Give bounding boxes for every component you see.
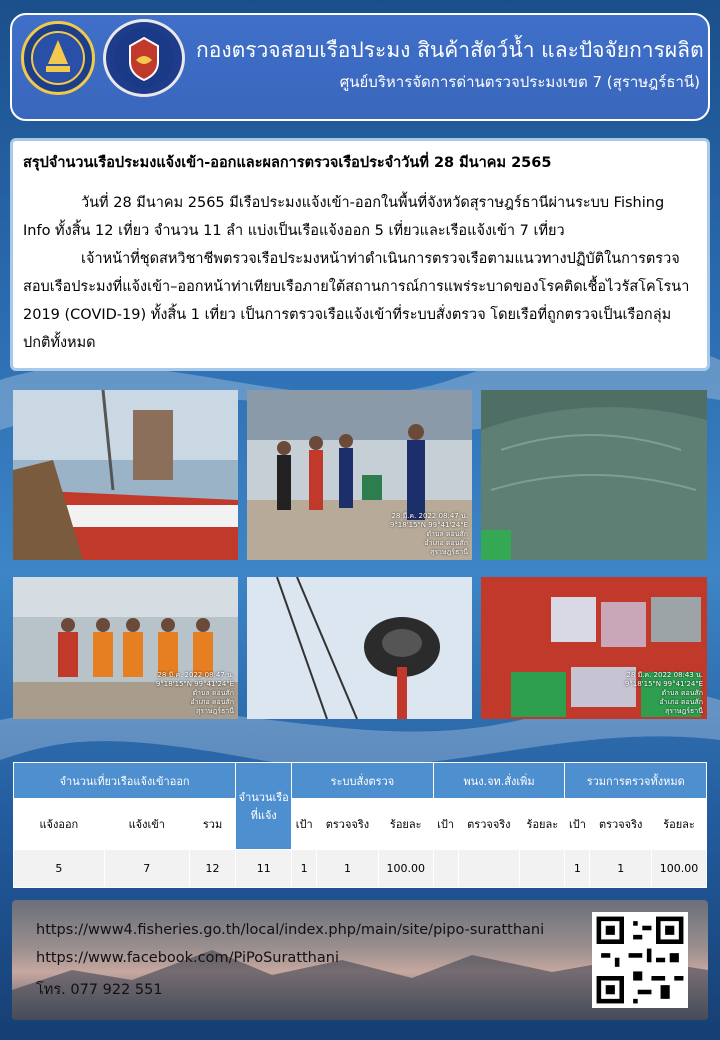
sub-total-actual: ตรวจจริง: [590, 799, 652, 850]
cell-out: 5: [14, 850, 105, 888]
photo-stamp: 28 มี.ค. 2022 08:43 น. 9°18'15"N 99°41'24"E ตำบล ดอนสัก อำเภอ ดอนสัก สุราษฎร์ธานี: [624, 671, 703, 715]
sub-sys-target: เป้า: [292, 799, 317, 850]
table-row: [14, 850, 707, 888]
sub-extra-percent: ร้อยละ: [520, 799, 565, 850]
contact-footer: [12, 900, 708, 1020]
cell-sys-percent: 100.00: [378, 850, 433, 888]
page-title: กองตรวจสอบเรือประมง สินค้าสัตว์น้ำ และปัจจัยการผลิต: [196, 38, 704, 62]
cell-total-percent: 100.00: [652, 850, 707, 888]
summary-paragraph-2: เจ้าหน้าที่ชุดสหวิชาชีพตรวจเรือประมงหน้าท่าดำเนินการตรวจเรือตามแนวทางปฏิบัติในการตรวจสอบเรือประมงที่แจ้งเข้า–ออกหน้าท่าเทียบเรือภายใต้สถานการณ์การแพร่ระบาดของโรคติดเชื้อไวรัสโคโรนา 2019 (COVID-19) ทั้งสิ้น 1 เที่ยว เป็นการตรวจเรือแจ้งเข้าที่ระบบสั่งตรวจ โดยเรือที่ถูกตรวจเป็นเรือกลุ่มปกติทั้งหมด: [23, 251, 690, 351]
sub-total-percent: ร้อยละ: [652, 799, 707, 850]
sub-out: แจ้งออก: [14, 799, 105, 850]
photo-boat-hull: [13, 390, 238, 560]
summary-box: [10, 138, 710, 371]
cell-sys-actual: 1: [317, 850, 379, 888]
cell-sum: 12: [189, 850, 235, 888]
website-link[interactable]: https://www4.fisheries.go.th/local/index.php/main/site/pipo-suratthani: [36, 922, 545, 938]
photo-catch-baskets: [481, 577, 707, 719]
photo-boat-light: [247, 577, 472, 719]
cell-sys-target: 1: [292, 850, 317, 888]
cell-total-target: 1: [565, 850, 590, 888]
sub-sys-actual: ตรวจจริง: [317, 799, 379, 850]
cell-extra-percent: [520, 850, 565, 888]
cell-extra-actual: [458, 850, 520, 888]
phone-number: โทร. 077 922 551: [36, 982, 163, 998]
cell-boats: 11: [236, 850, 292, 888]
dof-logo: [21, 21, 95, 95]
summary-paragraph-1: วันที่ 28 มีนาคม 2565 มีเรือประมงแจ้งเข้า-ออกในพื้นที่จังหวัดสุราษฎร์ธานีผ่านระบบ Fishing Info ทั้งสิ้น 12 เที่ยว จำนวน 11 ลำ แบ่งเป็นเรือแจ้งออก 5 เที่ยวและเรือแจ้งเข้า 7 เที่ยว: [23, 195, 665, 239]
summary-title: สรุปจำนวนเรือประมงแจ้งเข้า-ออกและผลการตรวจเรือประจำวันที่ 28 มีนาคม 2565: [23, 155, 552, 171]
facebook-link[interactable]: https://www.facebook.com/PiPoSuratthani: [36, 950, 339, 966]
inspection-table: [13, 762, 707, 888]
header-total: รวมการตรวจทั้งหมด: [565, 763, 707, 799]
header-system: ระบบสั่งตรวจ: [292, 763, 433, 799]
photo-stamp: 28 มี.ค. 2022 08:47 น. 9°18'15"N 99°41'24"E ตำบล ดอนสัก อำเภอ ดอนสัก สุราษฎร์ธานี: [389, 512, 468, 556]
header-trips: จำนวนเที่ยวเรือแจ้งเข้าออก: [14, 763, 236, 799]
page-subtitle: ศูนย์บริหารจัดการด่านตรวจประมงเขต 7 (สุราษฎร์ธานี): [339, 73, 700, 91]
sub-in: แจ้งเข้า: [104, 799, 189, 850]
qr-code[interactable]: [592, 912, 688, 1008]
cell-in: 7: [104, 850, 189, 888]
photo-crew-with-documents: [13, 577, 238, 719]
cell-total-actual: 1: [590, 850, 652, 888]
header-boats: จำนวนเรือที่แจ้ง: [236, 763, 292, 850]
photo-fishing-net: [481, 390, 707, 560]
sub-sys-percent: ร้อยละ: [378, 799, 433, 850]
sub-extra-target: เป้า: [433, 799, 458, 850]
fishery-inspection-logo: [103, 19, 185, 97]
photo-officers-inspection: [247, 390, 472, 560]
sub-extra-actual: ตรวจจริง: [458, 799, 520, 850]
header-extra: พนง.จท.สั่งเพิ่ม: [433, 763, 565, 799]
photo-stamp: 28 มี.ค. 2022 08:47 น. 9°18'15"N 99°41'24"E ตำบล ดอนสัก อำเภอ ดอนสัก สุราษฎร์ธานี: [155, 671, 234, 715]
sub-total-target: เป้า: [565, 799, 590, 850]
sub-sum: รวม: [189, 799, 235, 850]
cell-extra-target: [433, 850, 458, 888]
